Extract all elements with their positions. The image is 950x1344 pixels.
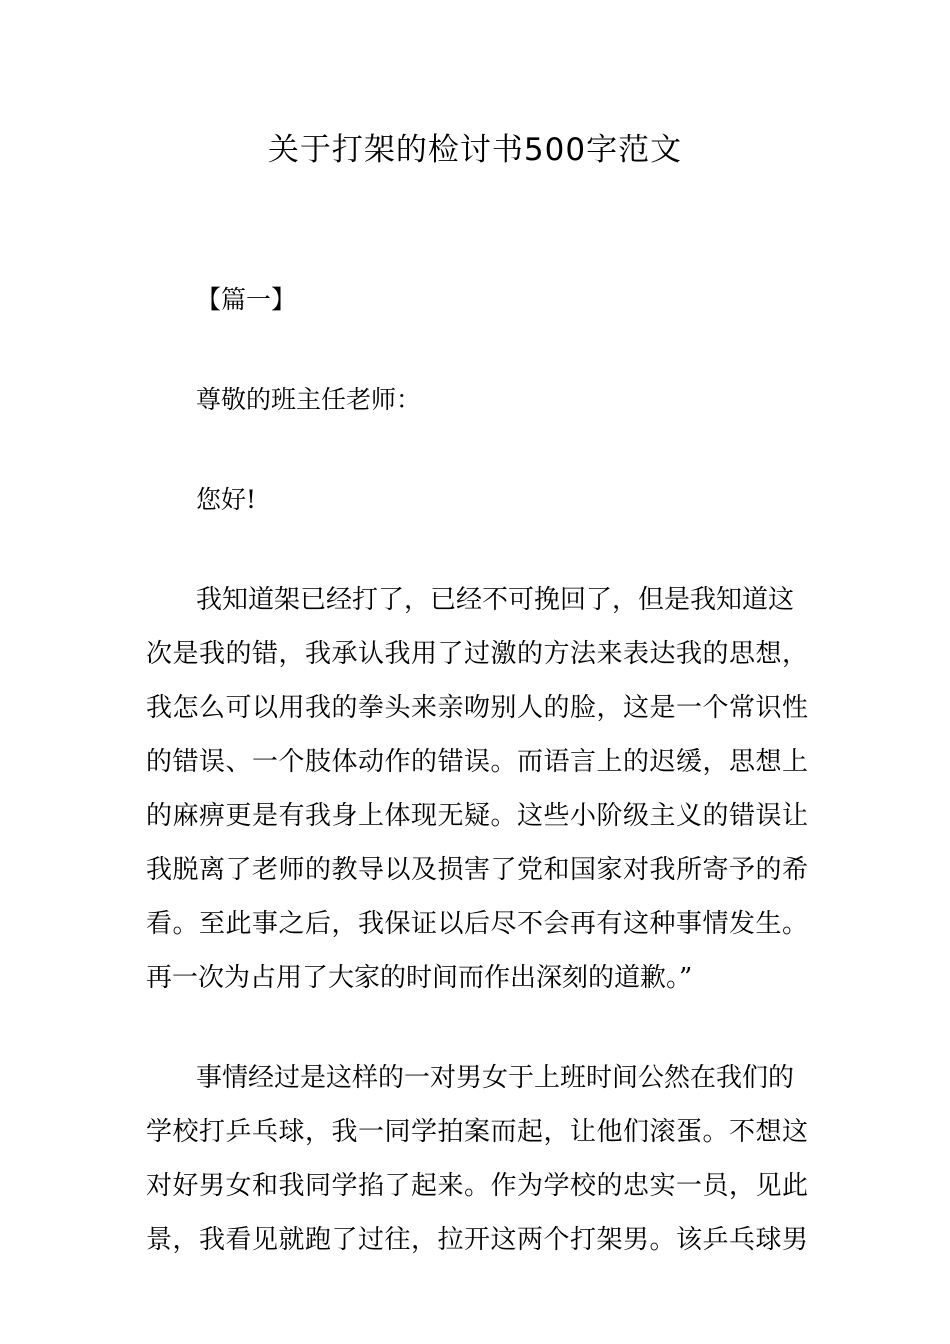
paragraph-line: 的麻痹更是有我身上体现无疑。这些小阶级主义的错误让	[146, 801, 808, 831]
section-label: 【篇一】	[196, 285, 297, 314]
paragraph-line: 事情经过是这样的一对男女于上班时间公然在我们的	[196, 1063, 795, 1093]
greeting: 您好!	[196, 485, 257, 514]
paragraph-line: 景，我看见就跑了过往，拉开这两个打架男。该乒乓球男	[146, 1225, 808, 1255]
paragraph-line: 我脱离了老师的教导以及损害了党和国家对我所寄予的希	[146, 855, 808, 885]
paragraph-line: 再一次为占用了大家的时间而作出深刻的道歉。”	[146, 963, 693, 993]
paragraph-line: 对好男女和我同学掐了起来。作为学校的忠实一员，见此	[146, 1171, 808, 1201]
salutation: 尊敬的班主任老师：	[196, 385, 422, 414]
paragraph-line: 学校打乒乓球，我一同学拍案而起，让他们滚蛋。不想这	[146, 1117, 808, 1147]
paragraph-line: 看。至此事之后，我保证以后尽不会再有这种事情发生。	[146, 909, 808, 939]
paragraph-line: 的错误、一个肢体动作的错误。而语言上的迟缓，思想上	[146, 747, 808, 777]
paragraph-line: 我怎么可以用我的拳头来亲吻别人的脸，这是一个常识性	[146, 693, 808, 723]
paragraph-line: 次是我的错，我承认我用了过激的方法来表达我的思想，	[146, 639, 808, 669]
document-title: 关于打架的检讨书500字范文	[267, 132, 683, 168]
paragraph-line: 我知道架已经打了，已经不可挽回了，但是我知道这	[196, 585, 795, 615]
